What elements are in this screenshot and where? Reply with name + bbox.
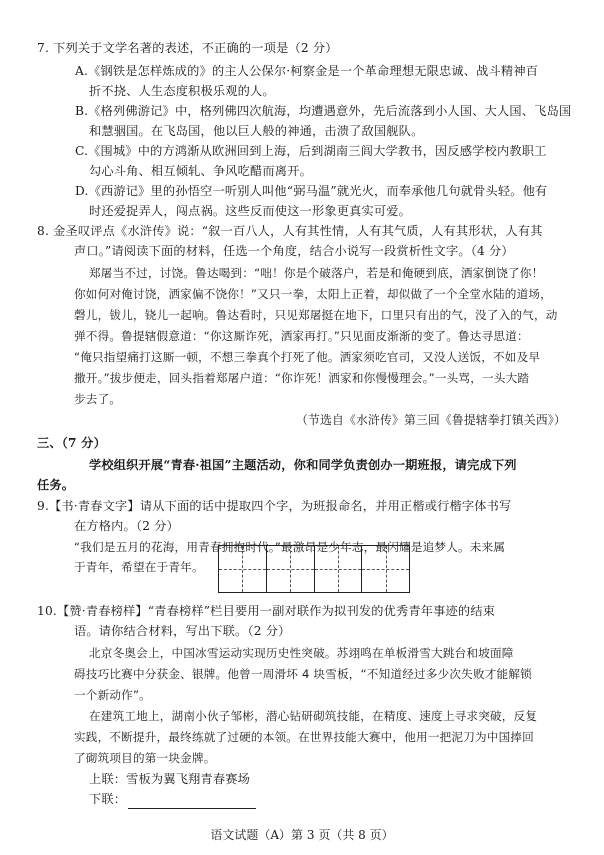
q8-stem-line2: 声口。”请阅读下面的材料，任选一个角度，结合小说写一段赏析性文字。（4 分）: [74, 244, 514, 258]
q8-source: （节选自《水浒传》第三回《鲁提辖拳打镇关西》）: [295, 413, 566, 427]
q8-passage-line3: 磬儿，钹儿，铙儿一起响。鲁达看时，只见郑屠挺在地下，口里只有出的气，没了入的气，动: [74, 308, 558, 322]
q9-quote-line1: “我们是五月的花海，用青春拥抱时代。”最激昂是少年志，最闪耀是追梦人。未来属: [74, 540, 506, 554]
section3-task-line2: 任务。: [37, 478, 75, 492]
q8-passage-line5: “俺只指望痛打这厮一顿，不想三拳真个打死了他。洒家须吃官司，又没人送饭，不如及早: [74, 350, 541, 364]
q7-option-d-line1: D.《西游记》里的孙悟空一听别人叫他“弼马温”就光火，而奉承他几句就骨头轻。他有: [75, 184, 548, 198]
q8-passage-line7: 步去了。: [74, 392, 122, 406]
q10-lower-answer-blank[interactable]: [128, 794, 256, 809]
q7-option-c-line2: 勾心斗角、相互倾轧、争风吃醋而离开。: [89, 164, 312, 178]
title-writing-grid[interactable]: [218, 545, 410, 593]
grid-cell-2[interactable]: [267, 546, 315, 592]
q9-stem-line2: 在方格内。（2 分）: [74, 519, 180, 533]
q7-option-d-line2: 时还爱捉弄人，闯点祸。这些反而使这一形象更真实可爱。: [89, 204, 412, 218]
q7-stem: 7. 下列关于文学名著的表述，不正确的一项是（2 分）: [37, 41, 338, 55]
q10-material2-line3: 了砌筑项目的第一块金牌。: [74, 751, 216, 765]
q10-upper-couplet: 上联：雪板为翼飞翔青春赛场: [89, 772, 251, 786]
q8-passage-line4: 弹不得。鲁提辖假意道：“你这厮诈死，洒家再打。”只见面皮渐渐的变了。鲁达寻思道：: [74, 329, 529, 343]
grid-cell-1[interactable]: [219, 546, 267, 592]
grid-cell-4[interactable]: [362, 546, 409, 592]
q7-option-b-line2: 和慧骃国。在飞岛国，他以巨人般的神通，击溃了敌国舰队。: [89, 124, 424, 138]
q10-lower-couplet: [89, 789, 256, 809]
q7-option-b-line1: B.《格列佛游记》中，格列佛四次航海，均遭遇意外，先后流落到小人国、大人国、飞岛国: [75, 104, 572, 118]
q10-stem-line2: 语。请你结合材料，写出下联。（2 分）: [74, 624, 291, 638]
q10-material2-line1: 在建筑工地上，湖南小伙子邹彬，潜心钻研砌筑技能，在精度、速度上寻求突破，反复: [89, 709, 538, 723]
q8-passage-line1: 郑屠当不过，讨饶。鲁达喝到：“咄！你是个破落户，若是和俺硬到底，洒家倒饶了你！: [89, 266, 544, 280]
page-footer: 语文试题（A）第 3 页（共 8 页）: [210, 828, 394, 842]
q10-material1-line3: 一个新动作”。: [74, 688, 151, 702]
q10-material2-line2: 实践，不断提升，最终练就了过硬的本领。在世界技能大赛中，他用一把泥刀为中国捧回: [74, 730, 534, 744]
section3-heading: 三、（7 分）: [37, 436, 106, 450]
grid-cell-3[interactable]: [315, 546, 363, 592]
section3-task-line1: 学校组织开展“青春·祖国”主题活动，你和同学负责创办一期班报，请完成下列: [89, 458, 517, 472]
q9-stem-line1: 9.【书·青春文字】请从下面的话中提取四个字，为班报命名，并用正楷或行楷字体书写: [37, 499, 512, 513]
q8-passage-line6: 撒开。”拔步便走，回头指着郑屠户道：“你诈死！洒家和你慢慢理会。”一头骂，一头大踏: [74, 371, 530, 385]
q8-stem-line1: 8. 金圣叹评点《水浒传》说：“叙一百八人，人有其性情，人有其气质，人有其形状，人有其: [37, 224, 543, 238]
q8-passage-line2: 你如何对俺讨饶，洒家偏不饶你！”又只一拳，太阳上正着，却似做了一个全堂水陆的道场，: [74, 287, 552, 301]
q10-material1-line1: 北京冬奥会上，中国冰雪运动实现历史性突破。苏翊鸣在单板滑雪大跳台和坡面障: [89, 646, 514, 660]
q10-stem-line1: 10.【赞·青春榜样】“青春榜样”栏目要用一副对联作为拟刊发的优秀青年事迹的结束: [37, 604, 496, 618]
q7-option-a-line2: 折不挠、人生态度积极乐观的人。: [89, 84, 275, 98]
q9-quote-line2: 于青年，希望在于青年。: [74, 560, 204, 574]
q10-material1-line2: 碍技巧比赛中分获金、银牌。他曾一周滑坏 4 块雪板，“不知道经过多少次失败才能解锁: [74, 667, 532, 681]
q7-option-a-line1: A.《钢铁是怎样炼成的》的主人公保尔·柯察金是一个革命理想无限忠诚、战斗精神百: [75, 64, 539, 78]
q10-lower-label: 下联：: [89, 792, 127, 806]
q7-option-c-line1: C.《围城》中的方鸿渐从欧洲回到上海，后到湖南三闾大学教书，因反感学校内教职工: [75, 144, 547, 158]
